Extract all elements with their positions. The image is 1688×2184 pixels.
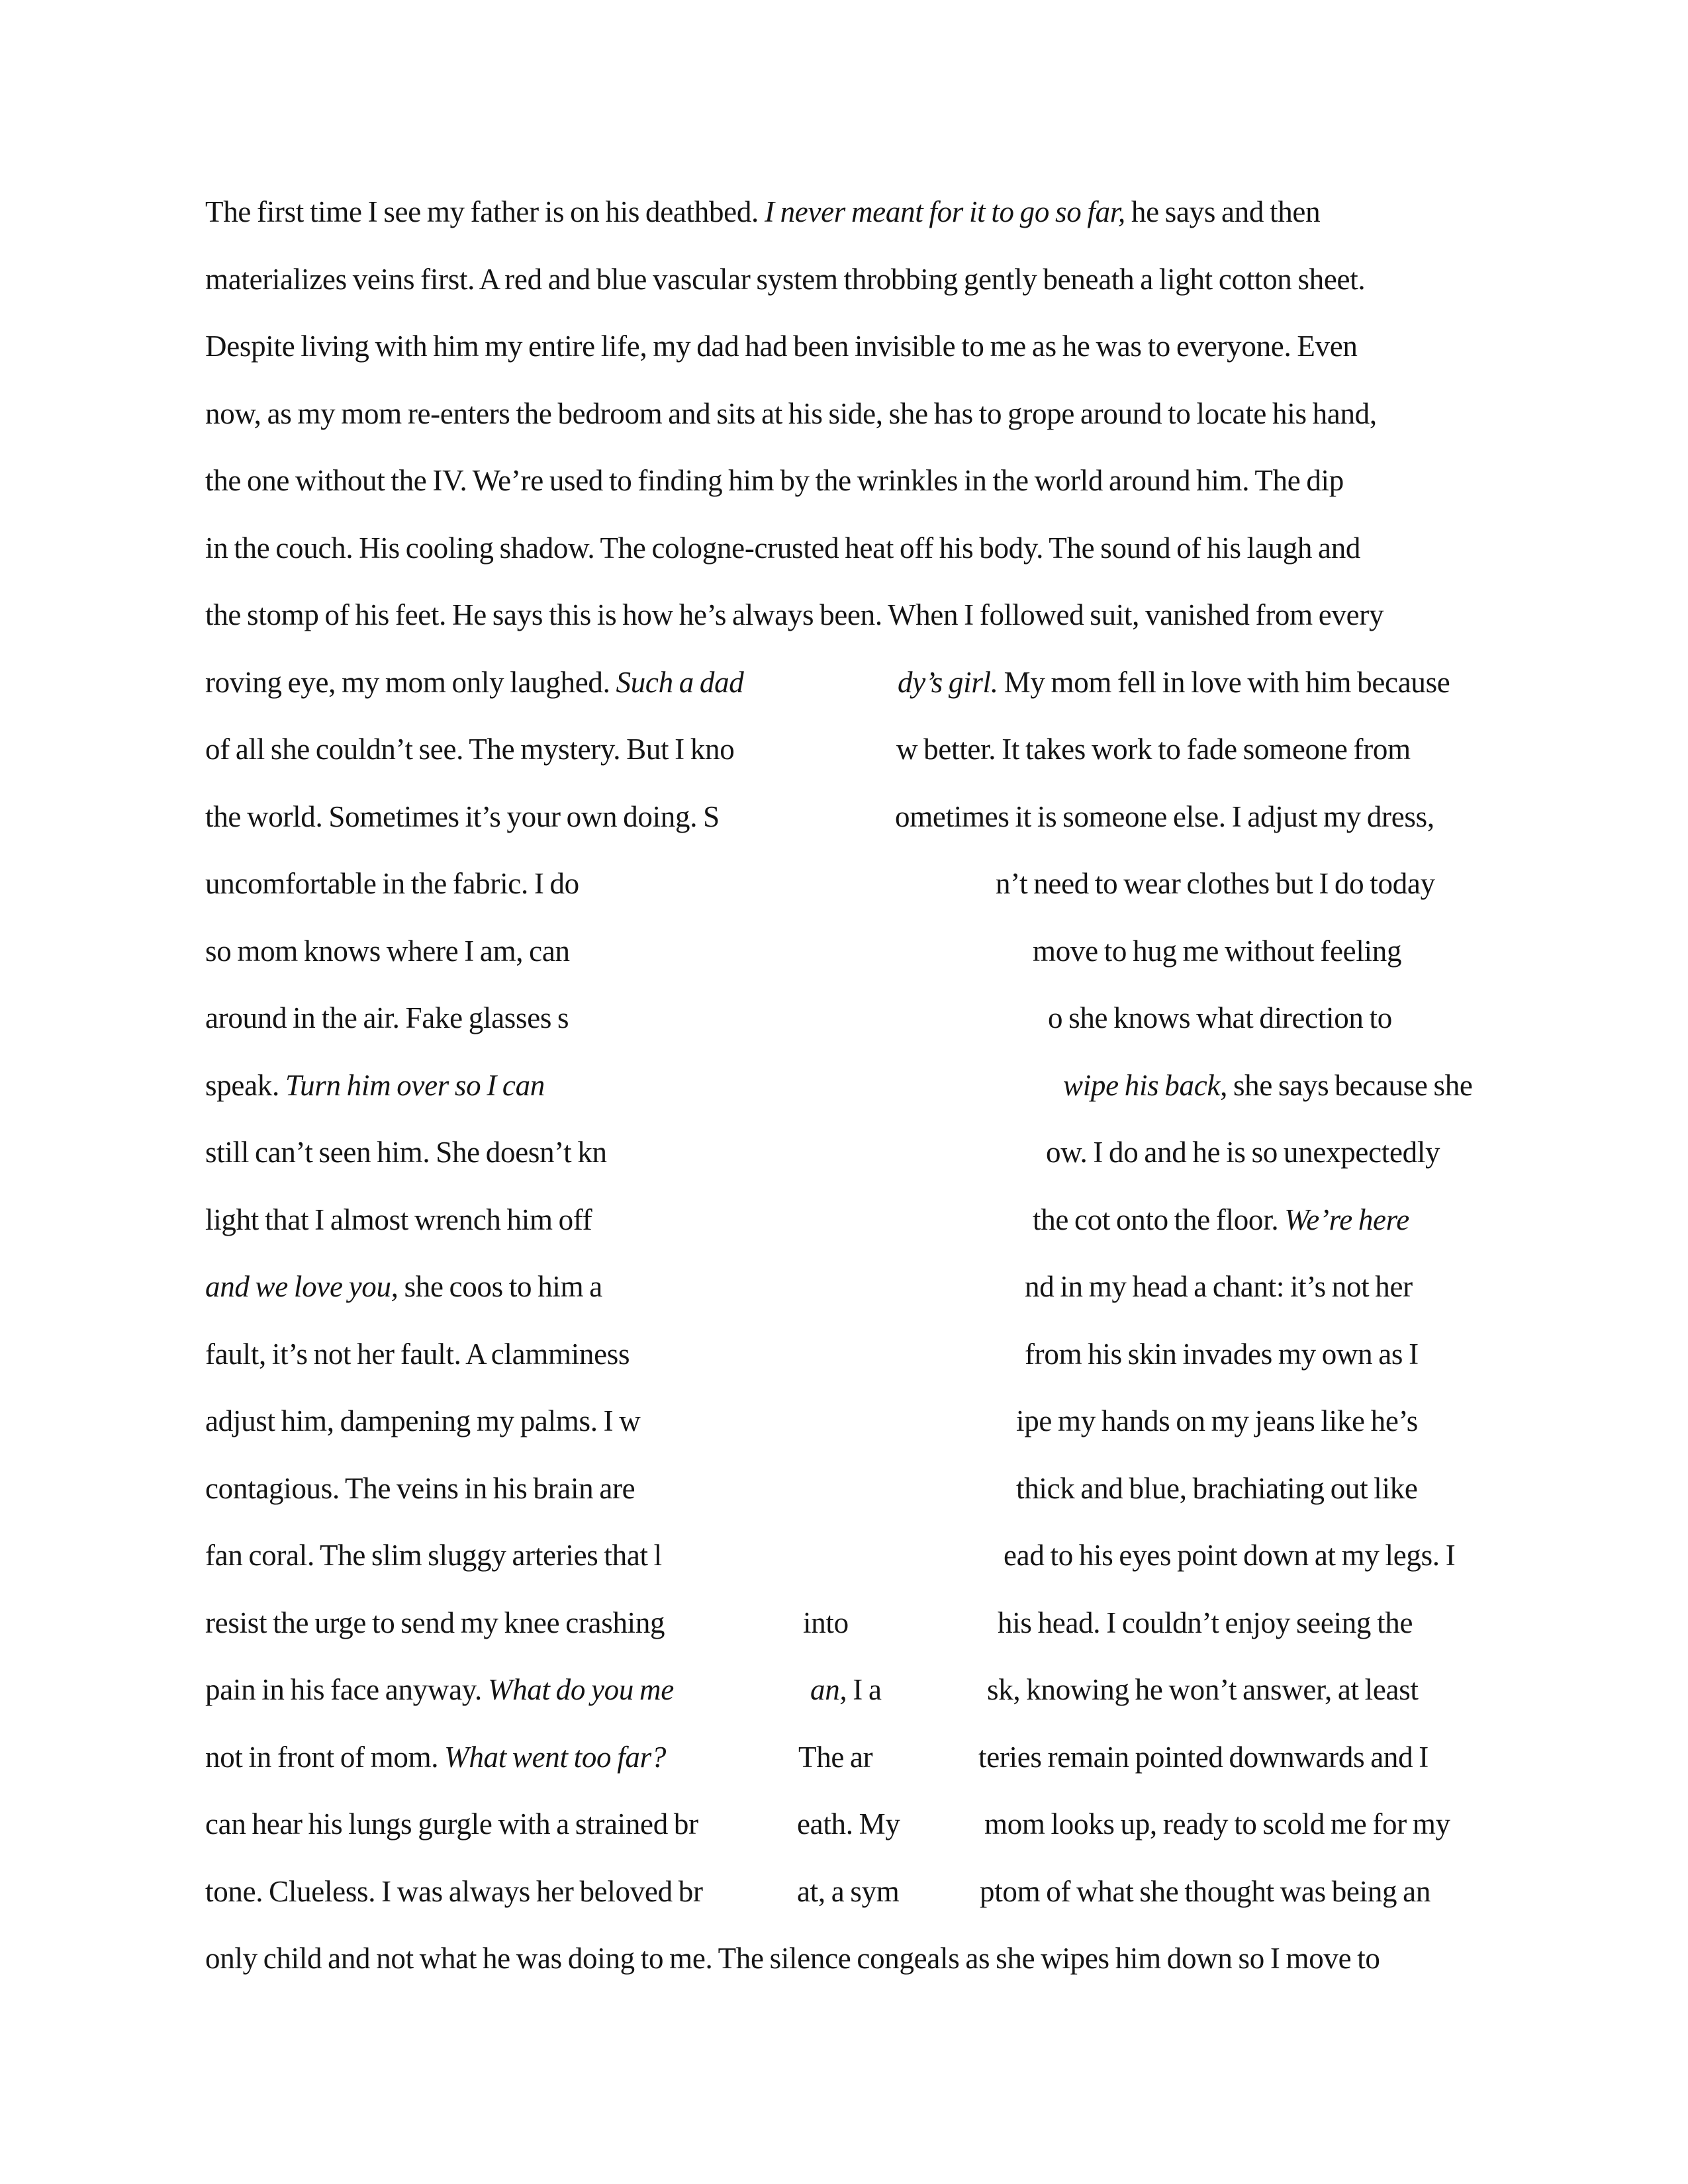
text-segment: the cot onto the floor. bbox=[1033, 1203, 1285, 1236]
text-line bbox=[205, 447, 1483, 515]
text-segment: ptom of what she thought was being an bbox=[980, 1874, 1431, 1908]
line-left-fragment bbox=[205, 1001, 569, 1034]
text-segment: contagious. The veins in his brain are bbox=[205, 1471, 635, 1505]
line-left-fragment bbox=[205, 1472, 635, 1505]
text-segment: only child and not what he was doing to me. The silence congeals as she wipes him down so I move to bbox=[205, 1942, 1380, 1975]
line-left-fragment bbox=[205, 1203, 592, 1236]
prose-text bbox=[205, 179, 1483, 1993]
text-segment: resist the urge to send my knee crashing bbox=[205, 1606, 665, 1639]
italic-text-segment: and we love you, bbox=[205, 1270, 399, 1303]
text-line bbox=[205, 649, 1483, 717]
text-segment: around in the air. Fake glasses s bbox=[205, 1001, 569, 1034]
text-line bbox=[205, 1724, 1483, 1792]
text-segment: he says and then bbox=[1125, 195, 1321, 228]
text-segment: ow. I do and he is so unexpectedly bbox=[1046, 1136, 1440, 1169]
line-right-fragment bbox=[998, 1590, 1413, 1657]
text-line bbox=[205, 1590, 1483, 1657]
italic-text-segment: dy’s girl. bbox=[898, 665, 998, 699]
line-left-fragment bbox=[205, 1069, 545, 1102]
text-line bbox=[205, 1791, 1483, 1858]
italic-text-segment: I never meant for it to go so far, bbox=[764, 195, 1125, 228]
text-line bbox=[205, 1253, 1483, 1321]
text-line bbox=[205, 313, 1483, 381]
line-mid-fragment bbox=[798, 1724, 872, 1792]
text-segment: , she says because she bbox=[1220, 1068, 1473, 1102]
text-line bbox=[205, 1388, 1483, 1455]
text-line bbox=[205, 985, 1483, 1052]
text-segment: the world. Sometimes it’s your own doing. S bbox=[205, 799, 720, 833]
line-left-fragment bbox=[205, 867, 579, 900]
text-segment: The first time I see my father is on his deathbed. bbox=[205, 195, 765, 228]
line-mid-fragment bbox=[810, 1657, 882, 1724]
italic-text-segment: an, bbox=[810, 1673, 847, 1706]
line-left-fragment bbox=[205, 800, 720, 833]
line-left-fragment bbox=[205, 531, 1360, 565]
line-mid-fragment bbox=[797, 1858, 900, 1926]
line-left-fragment bbox=[205, 1136, 607, 1169]
line-left-fragment bbox=[205, 1875, 703, 1908]
text-segment: ead to his eyes point down at my legs. I bbox=[1004, 1539, 1456, 1572]
line-left-fragment bbox=[205, 1741, 666, 1774]
text-line bbox=[205, 1187, 1483, 1254]
text-line bbox=[205, 515, 1483, 582]
line-left-fragment bbox=[205, 666, 743, 699]
line-left-fragment bbox=[205, 1338, 630, 1371]
text-segment: of all she couldn’t see. The mystery. But I kno bbox=[205, 733, 735, 766]
text-segment: sk, knowing he won’t answer, at least bbox=[987, 1673, 1419, 1706]
text-segment: speak. bbox=[205, 1068, 285, 1102]
line-right-fragment bbox=[987, 1657, 1419, 1724]
text-line bbox=[205, 582, 1483, 649]
line-left-fragment bbox=[205, 598, 1383, 631]
line-left-fragment bbox=[205, 934, 570, 968]
text-line bbox=[205, 1455, 1483, 1523]
text-segment: materializes veins first. A red and blue vascular system throbbing gently beneath a light cotton sheet. bbox=[205, 262, 1366, 296]
text-segment: in the couch. His cooling shadow. The cologne-crusted heat off his body. The sound of his laugh and bbox=[205, 531, 1361, 565]
line-right-fragment bbox=[1048, 985, 1392, 1052]
text-segment: thick and blue, brachiating out like bbox=[1016, 1471, 1418, 1505]
text-segment: The ar bbox=[798, 1740, 873, 1774]
text-segment: from his skin invades my own as I bbox=[1025, 1337, 1419, 1371]
text-segment: light that I almost wrench him off bbox=[205, 1203, 592, 1236]
text-line bbox=[205, 716, 1483, 784]
italic-text-segment: Such a dad bbox=[616, 665, 744, 699]
line-right-fragment bbox=[1004, 1522, 1455, 1590]
text-segment: adjust him, dampening my palms. I w bbox=[205, 1404, 641, 1437]
line-right-fragment bbox=[984, 1791, 1450, 1858]
text-segment: ipe my hands on my jeans like he’s bbox=[1016, 1404, 1418, 1437]
text-segment: My mom fell in love with him because bbox=[998, 665, 1450, 699]
text-segment: his head. I couldn’t enjoy seeing the bbox=[998, 1606, 1413, 1639]
text-line bbox=[205, 1052, 1483, 1120]
text-line bbox=[205, 784, 1483, 851]
text-segment: the one without the IV. We’re used to finding him by the wrinkles in the world around him. The dip bbox=[205, 464, 1344, 497]
italic-text-segment: We’re here bbox=[1284, 1203, 1409, 1236]
line-right-fragment bbox=[996, 850, 1435, 918]
line-left-fragment bbox=[205, 733, 734, 766]
italic-text-segment: Turn him over so I can bbox=[285, 1068, 545, 1102]
text-segment: not in front of mom. bbox=[205, 1740, 445, 1774]
line-left-fragment bbox=[205, 195, 1320, 228]
text-segment: into bbox=[803, 1606, 849, 1639]
text-line bbox=[205, 1522, 1483, 1590]
line-right-fragment bbox=[1046, 1119, 1440, 1187]
text-line bbox=[205, 179, 1483, 246]
text-segment: fault, it’s not her fault. A clamminess bbox=[205, 1337, 630, 1371]
line-right-fragment bbox=[1033, 1187, 1409, 1254]
text-segment: I a bbox=[847, 1673, 882, 1706]
text-line bbox=[205, 246, 1483, 314]
text-segment: w better. It takes work to fade someone from bbox=[896, 733, 1411, 766]
line-right-fragment bbox=[898, 649, 1450, 717]
text-segment: roving eye, my mom only laughed. bbox=[205, 665, 616, 699]
text-segment: n’t need to wear clothes but I do today bbox=[996, 867, 1435, 900]
text-line bbox=[205, 1858, 1483, 1926]
text-segment: uncomfortable in the fabric. I do bbox=[205, 867, 579, 900]
line-right-fragment bbox=[1033, 918, 1401, 985]
text-segment: she coos to him a bbox=[398, 1270, 602, 1303]
line-right-fragment bbox=[895, 784, 1434, 851]
text-segment: nd in my head a chant: it’s not her bbox=[1025, 1270, 1413, 1303]
text-line bbox=[205, 1925, 1483, 1993]
line-left-fragment bbox=[205, 1807, 698, 1841]
line-left-fragment bbox=[205, 263, 1365, 296]
line-mid-fragment bbox=[803, 1590, 849, 1657]
text-segment: fan coral. The slim sluggy arteries that l bbox=[205, 1539, 662, 1572]
text-line bbox=[205, 850, 1483, 918]
text-line bbox=[205, 381, 1483, 448]
text-segment: teries remain pointed downwards and I bbox=[978, 1740, 1429, 1774]
line-right-fragment bbox=[980, 1858, 1430, 1926]
line-left-fragment bbox=[205, 1606, 665, 1639]
line-right-fragment bbox=[1025, 1321, 1419, 1388]
text-line bbox=[205, 1657, 1483, 1724]
line-mid-fragment bbox=[797, 1791, 900, 1858]
line-right-fragment bbox=[1063, 1052, 1473, 1120]
italic-text-segment: What went too far? bbox=[444, 1740, 667, 1774]
text-segment: so mom knows where I am, can bbox=[205, 934, 570, 968]
line-right-fragment bbox=[1016, 1388, 1418, 1455]
text-segment: ometimes it is someone else. I adjust my dress, bbox=[895, 799, 1434, 833]
line-left-fragment bbox=[205, 1270, 602, 1303]
text-line bbox=[205, 918, 1483, 985]
line-left-fragment bbox=[205, 1539, 662, 1572]
text-line bbox=[205, 1321, 1483, 1388]
text-segment: at, a sym bbox=[797, 1874, 900, 1908]
line-left-fragment bbox=[205, 1942, 1380, 1975]
text-line bbox=[205, 1119, 1483, 1187]
line-left-fragment bbox=[205, 464, 1344, 497]
line-right-fragment bbox=[978, 1724, 1429, 1792]
text-segment: can hear his lungs gurgle with a strained br bbox=[205, 1807, 698, 1841]
line-left-fragment bbox=[205, 1673, 674, 1706]
line-right-fragment bbox=[1025, 1253, 1413, 1321]
italic-text-segment: What do you me bbox=[487, 1673, 674, 1706]
text-segment: o she knows what direction to bbox=[1048, 1001, 1392, 1034]
line-left-fragment bbox=[205, 397, 1377, 430]
text-segment: still can’t seen him. She doesn’t kn bbox=[205, 1136, 607, 1169]
text-segment: mom looks up, ready to scold me for my bbox=[984, 1807, 1450, 1841]
line-right-fragment bbox=[1016, 1455, 1418, 1523]
text-segment: move to hug me without feeling bbox=[1033, 934, 1402, 968]
text-segment: the stomp of his feet. He says this is how he’s always been. When I followed suit, vanished from every bbox=[205, 598, 1384, 631]
text-segment: tone. Clueless. I was always her beloved br bbox=[205, 1874, 703, 1908]
line-left-fragment bbox=[205, 1404, 640, 1437]
text-segment: eath. My bbox=[797, 1807, 900, 1841]
text-segment: Despite living with him my entire life, my dad had been invisible to me as he was to everyone. Even bbox=[205, 330, 1358, 363]
italic-text-segment: wipe his back bbox=[1063, 1068, 1221, 1102]
line-right-fragment bbox=[896, 716, 1411, 784]
line-left-fragment bbox=[205, 330, 1358, 363]
text-segment: pain in his face anyway. bbox=[205, 1673, 488, 1706]
text-segment: now, as my mom re-enters the bedroom and sits at his side, she has to grope around to locate his hand, bbox=[205, 396, 1377, 430]
